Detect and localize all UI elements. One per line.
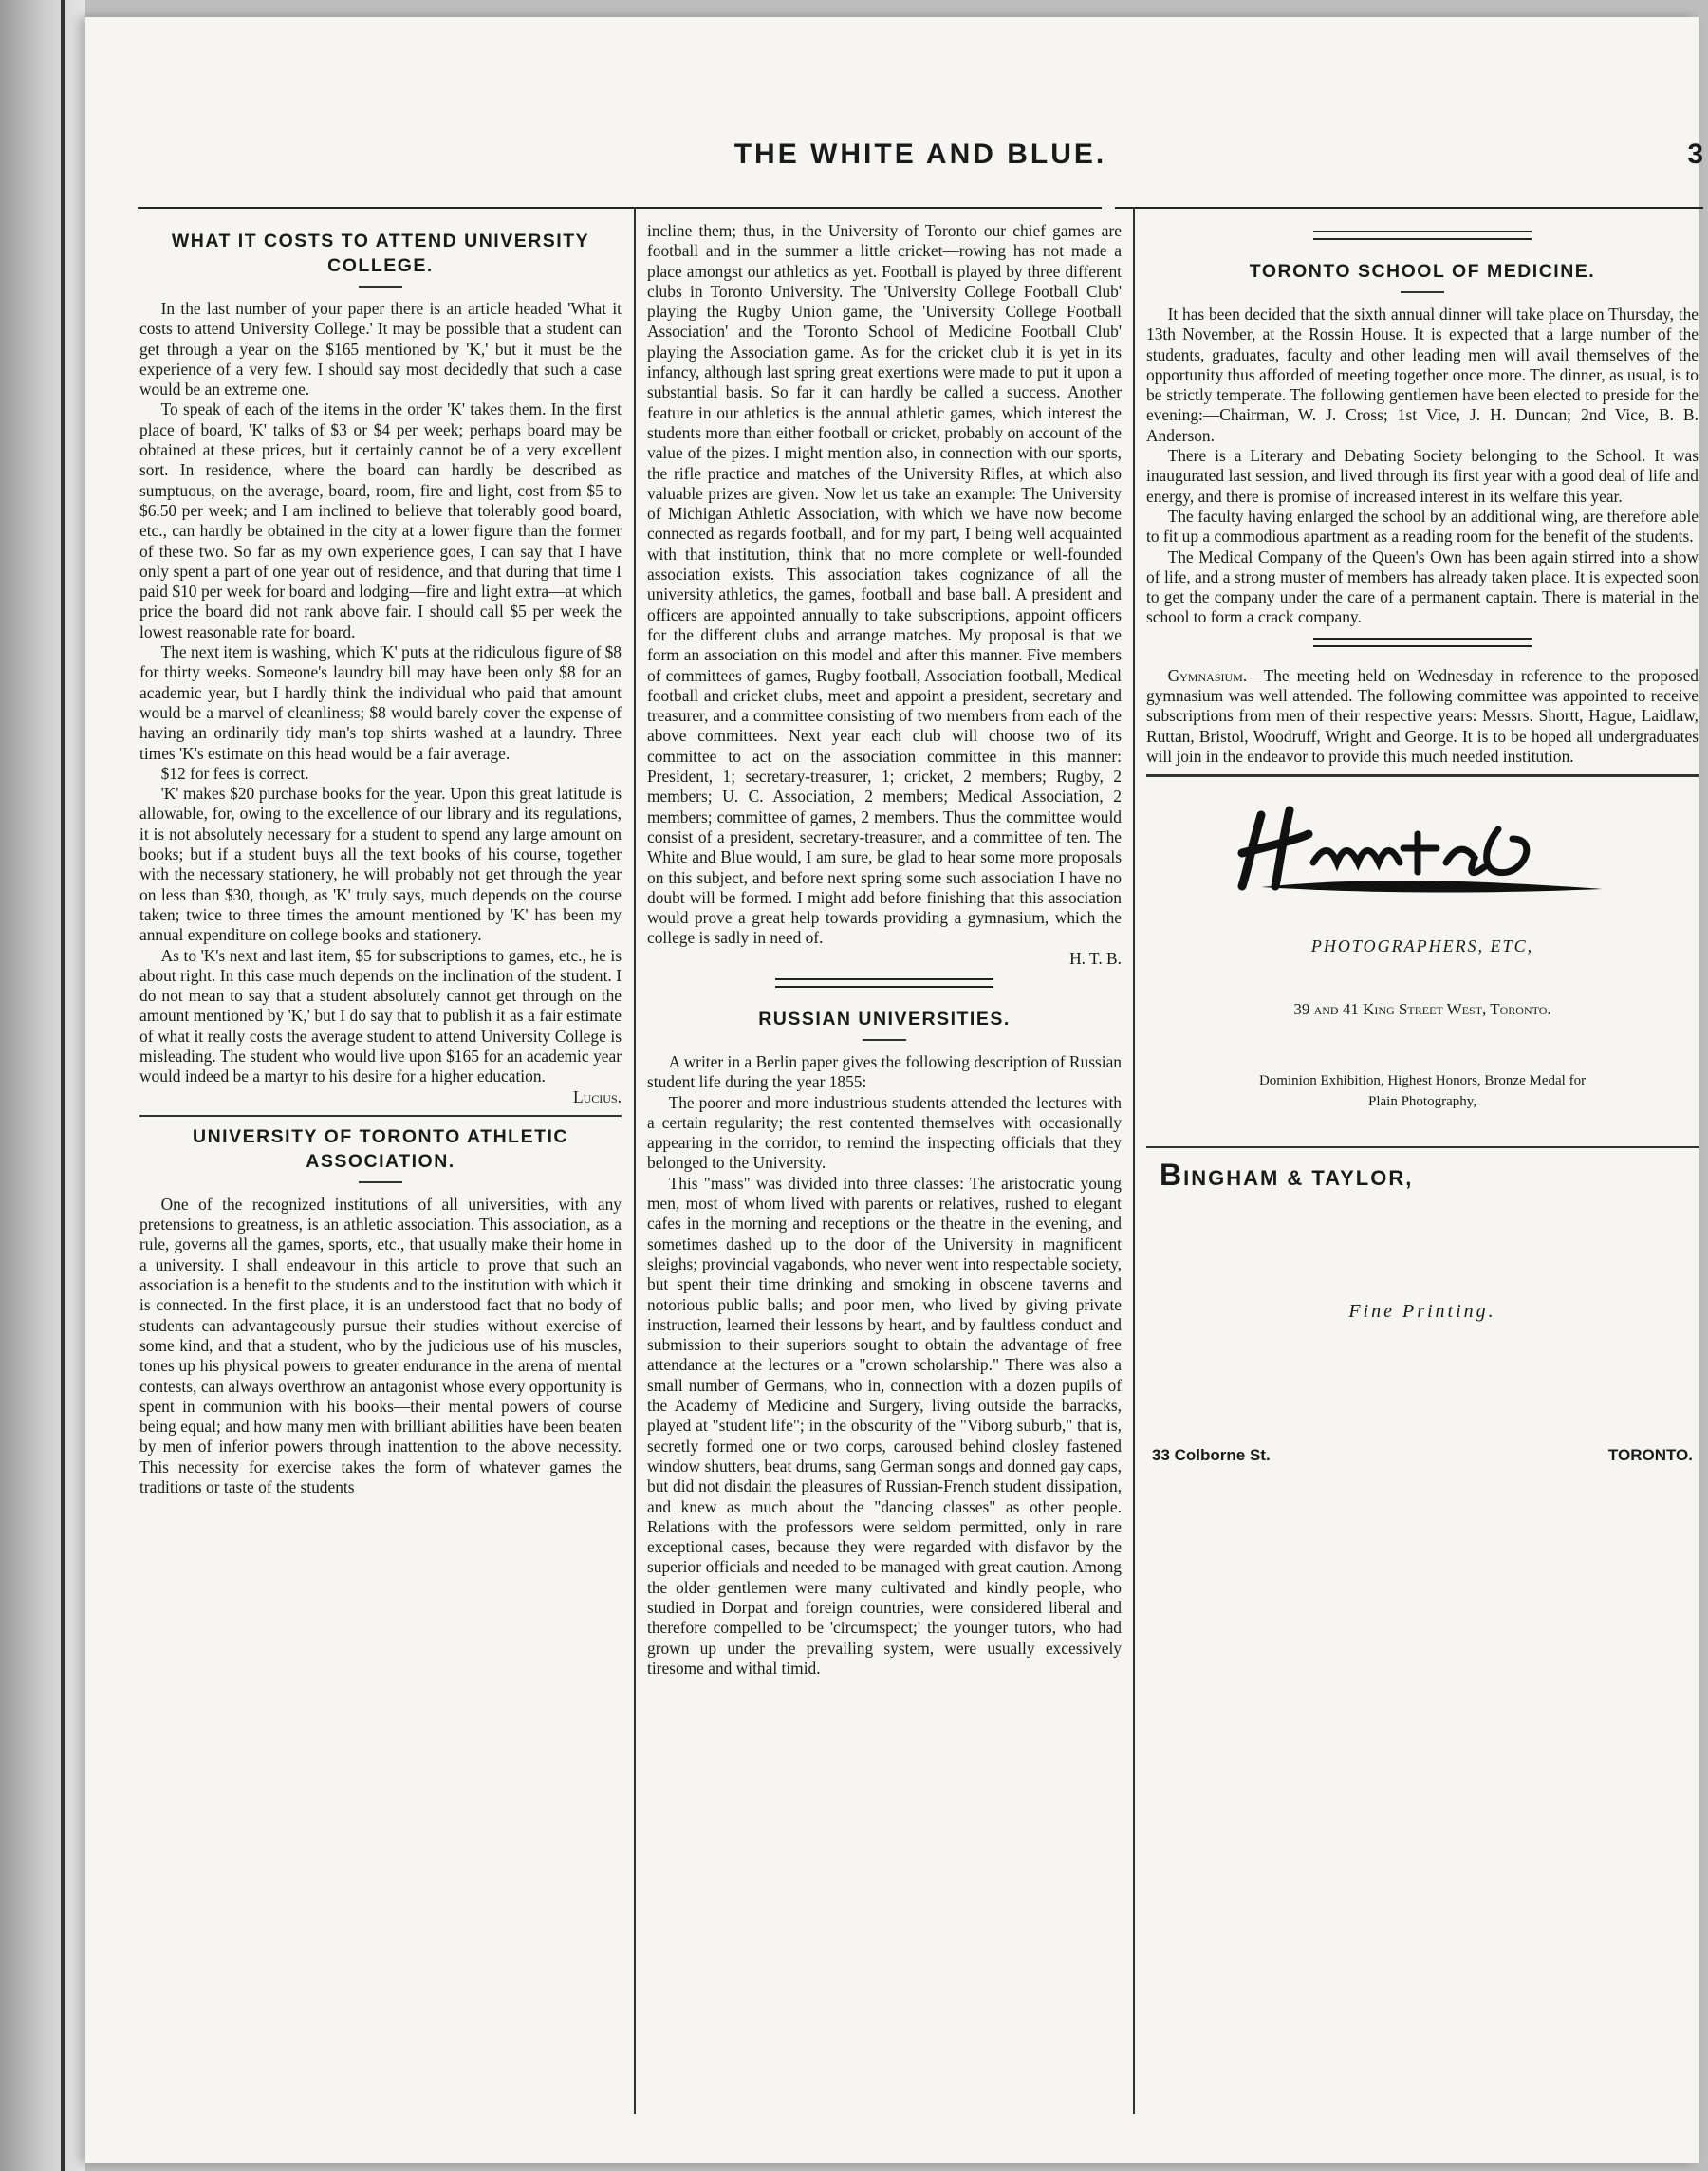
notman-awards bbox=[1146, 1070, 1699, 1112]
title-rule bbox=[359, 1181, 402, 1183]
firm-initial: B bbox=[1160, 1157, 1184, 1192]
gymnasium-paragraph bbox=[1146, 666, 1699, 767]
paragraph: The next item is washing, which 'K' puts at the ridiculous figure of $8 for thirty weeks. Someone's laundry bill may have been only $8 for an academic year, but I hardly think the individual who paid that amount would be a marvel of cleanliness; $8 would barely cover the expense of having an ordinarily tidy man's top shirts washed at a laundry. Three times 'K's estimate on this head would be a fair average. bbox=[139, 642, 622, 763]
notman-signature-logo-icon bbox=[1223, 796, 1622, 900]
column-3 bbox=[1146, 221, 1699, 2128]
column-2 bbox=[647, 221, 1122, 2128]
paragraph: As to 'K's next and last item, $5 for subscriptions to games, etc., he is about right. In this case much depends on the inclination of the student. I do not mean to say that a student absolutely cannot get through on the amount mentioned by 'K,' but I do say that to publish it as a fair estimate of what it really costs the average student to attend University College is misleading. The student who would live upon $165 for an academic year would indeed be a martyr to his desire for a higher education. bbox=[139, 945, 622, 1086]
title-rule bbox=[359, 286, 402, 288]
column-separator bbox=[634, 207, 636, 2114]
header-rule-right bbox=[1115, 207, 1703, 209]
binding-spine bbox=[0, 0, 85, 2171]
article-title-russian: RUSSIAN UNIVERSITIES. bbox=[758, 1008, 1011, 1030]
paragraph: The faculty having enlarged the school by an additional wing, are therefore able to fit up a commodious apartment as a reading room for the benefit of the students. bbox=[1146, 506, 1699, 547]
paragraph: $12 for fees is correct. bbox=[160, 763, 309, 783]
signature-lucius: Lucius. bbox=[573, 1086, 622, 1106]
article-separator bbox=[139, 1115, 622, 1117]
gymnasium-text: —The meeting held on Wednesday in reference to the proposed gymnasium was well attended. The following committee was appointed to receive subscriptions from men of their respective years: Messrs. Shortt, Hague, Laidlaw, Ruttan, Bristol, Woodruff, Wright and George. It is to be hoped all undergraduates will join in the endeavor to provide this much needed institution. bbox=[1146, 665, 1699, 766]
notman-address: 39 and 41 King Street West, Toronto. bbox=[1293, 999, 1551, 1018]
page-number: 3 bbox=[1687, 139, 1703, 170]
award-line: Plain Photography, bbox=[1367, 1093, 1477, 1109]
bingham-footer bbox=[1146, 1445, 1699, 1465]
column-1 bbox=[139, 221, 622, 2128]
bingham-advertisement bbox=[1146, 1157, 1699, 1466]
notman-advertisement bbox=[1146, 796, 1699, 1148]
bingham-street: 33 Colborne St. bbox=[1152, 1446, 1271, 1465]
paragraph: In the last number of your paper there is an article headed 'What it costs to attend University College.' It may be possible that a student can get through a year on the $165 mentioned by 'K,' but it must be the experience of a very few. I should say most decidedly that such a case would be an extreme one. bbox=[139, 299, 622, 399]
title-rule bbox=[863, 1039, 906, 1041]
paragraph: There is a Literary and Debating Society belonging to the School. It was inaugurated last session, and lived through its first year with a good deal of life and energy, and there is promise of increased interest in its welfare this year. bbox=[1146, 446, 1699, 506]
paragraph: incline them; thus, in the University of Toronto our chief games are football and in the summer a little cricket—rowing has not made a place amongst our athletics as yet. Football is played by three different clubs in Toronto University. The 'University College Football Club' playing the Rugby Union game, the 'University College Football Association' and the 'Toronto School of Medicine Football Club' playing the Association game. As for the cricket club it is yet in its infancy, although last spring great exertions were made to put it upon a substantial basis. So far it can hardly be called a success. Another feature in our athletics is the annual athletic games, which interest the students more than either football or cricket, probably on account of the value of the pizes. I might mention also, in connection with our sports, the rifle practice and matches of the University Rifles, at which also valuable prizes are given. Now let us take an example: The University of Michigan Athletic Association, with which we have now become connected as regards football, and for my part, I being well acquainted with that institution, think that no more complete or well-founded association exists. This association takes cognizance of all the university athletics, the games, football and base ball. A president and officers are appointed annually to take subscriptions, appoint officers for the different clubs and arrange matches. My proposal is that we form an association on this model and after this manner. Five members of committees of games, Rugby football, Association football, Medical football and cricket clubs, meet and appoint a president, secretary and treasurer, and a committee consisting of two members from each of the above committees. Next year each club will choose two of its committee to act on the association committee in this manner: President, 1; secretary-treasurer, 1; cricket, 2 members; Rugby, 2 members; U. C. Association, 2 members; Medical Association, 2 members; committee of games, 2 members. Thus the committee would consist of a president, secretary-treasurer, and a committee of ten. The White and Blue would, I am sure, be glad to hear some more proposals on this subject, and before next spring some such association I have no doubt will be formed. I might add before finishing that this association would prove a great help towards providing a gymnasium, which the college is sadly in need of. bbox=[647, 221, 1122, 948]
firm-rest: INGHAM & TAYLOR, bbox=[1183, 1165, 1414, 1190]
paragraph: This "mass" was divided into three classes: The aristocratic young men, most of whom lived with parents or relatives, rushed to elegant cafes in the morning and receptions or the theatre in the evening, and sometimes dashed up to the door of the University in magnificent sleighs; provincial vagabonds, who never went into respectable society, but spent their time drinking and smoking in obscene taverns and notorious public balls; and poor men, who lived by giving private instruction, learned their lessons by heart, and by faultless conduct and submission to their superiors sought to obtain the advantage of free attendance at the lectures or a "crown scholarship." There was also a small number of Germans, who in, connection with a dozen pupils of the Academy of Medicine and Surgery, living outside the barracks, played at "student life"; in the obscurity of the "Viborg suburb," that is, secretly formed one or two corps, caroused behind closley fastened window shutters, beat drums, sang German songs and donned gay caps, but did not disdain the pleasures of Russian-French student dissipation, and knew as much about the "dancing classes" as other people. Relations with the professors were seldom permitted, only in rare exceptional cases, because they were regarded with disfavor by the superior officials and needed to be managed with great caution. Among the older gentlemen were many cultivated and kindly people, who studied in Dorpat and foreign countries, were considered liberal and therefore compelled to be 'circumspect;' the younger tutors, who had grown up under the prevailing system, were usually excessively tiresome and withal timid. bbox=[647, 1173, 1122, 1678]
bingham-city: TORONTO. bbox=[1607, 1446, 1693, 1465]
paragraph: It has been decided that the sixth annual dinner will take place on Thursday, the 13th November, at the Rossin House. It is expected that a large number of the students, graduates, faculty and other leading men will avail themselves of the opportunity thus afforded of meeting together once more. The dinner, as usual, is to be strictly temperate. The following gentlemen have been elected to preside for the evening:—Chairman, W. J. Cross; 1st Vice, J. H. Duncan; 2nd Vice, B. B. Anderson. bbox=[1146, 305, 1699, 445]
article-separator bbox=[775, 978, 993, 988]
article-title-costs: WHAT IT COSTS TO ATTEND UNIVERSITY COLLEGE. bbox=[171, 231, 590, 276]
ad-separator bbox=[1146, 1146, 1699, 1148]
bingham-firm-name bbox=[1160, 1157, 1699, 1192]
paragraph: A writer in a Berlin paper gives the following description of Russian student life during the year 1855: bbox=[647, 1051, 1122, 1092]
article-title-athletic: UNIVERSITY OF TORONTO ATHLETIC ASSOCIATION. bbox=[192, 1125, 569, 1172]
paragraph: The Medical Company of the Queen's Own has been again stirred into a show of life, and a strong muster of members has already taken place. It is expected soon to get the company under the care of a permanent captain. There is material in the school to form a crack company. bbox=[1146, 547, 1699, 627]
award-line: Dominion Exhibition, Highest Honors, Bronze Medal for bbox=[1258, 1072, 1587, 1088]
page-header bbox=[138, 139, 1703, 195]
paragraph: One of the recognized institutions of all universities, with any pretensions to greatness, is an athletic association. This association, as a rule, governs all the games, sports, etc., that usually make their home in a university. I shall endeavour in this article to prove that such an association is a benefit to the students and to the institution with which it is connected. In the first place, it is an understood fact that no body of students can advantageously pursue their studies without exercise of some kind, and that a student, who by the judicious use of his muscles, tones up his physical powers to greater endurance in the arena of mental contests, can always overthrow an antagonist whose every opportunity is spent in communion with his books—their mental powers of course being equal; and how many men with brilliant abilities have been beaten by men of inferior powers through inattention to the above necessity. This necessity for exercise takes the form of whatever games the traditions or taste of the students bbox=[139, 1194, 622, 1497]
bingham-service: Fine Printing. bbox=[1348, 1301, 1496, 1323]
newspaper-page bbox=[85, 17, 1703, 2163]
binding-edge bbox=[61, 0, 65, 2171]
section-separator bbox=[1313, 638, 1532, 647]
signature-htb: H. T. B. bbox=[1069, 948, 1122, 968]
article-title-medicine: TORONTO SCHOOL OF MEDICINE. bbox=[1249, 261, 1596, 282]
masthead: THE WHITE AND BLUE. bbox=[733, 139, 1107, 170]
paragraph: To speak of each of the items in the order 'K' takes them. In the first place of board, 'K' talks of $3 or $4 per week; perhaps board may be obtained at these prices, but it certainly cannot be of a very excellent sort. In residence, where the board can hardly be described as sumptuous, on the average, board, room, fire and light, cost from $5 to $6.50 per week; and I am inclined to believe that tolerably good board, etc., can hardly be obtained in the city at a lower figure than the former of these two. So far as my own experience goes, I can say that I have only spent a part of one year out of residence, and that during that time I paid $10 per week for board and lodging—fire and light extra—at which price the board did not rank above fair. I should call $5 per week the lowest reasonable rate for board. bbox=[139, 399, 622, 641]
gymnasium-lead: Gymnasium. bbox=[1167, 665, 1248, 685]
ad-separator bbox=[1146, 774, 1699, 777]
column-separator bbox=[1133, 207, 1135, 2114]
article-separator bbox=[1313, 231, 1532, 240]
paragraph: The poorer and more industrious students attended the lectures with a certain regularity; the rest contented themselves with occasionally appearing in the corridor, to remind the inspecting officials that they belonged to the University. bbox=[647, 1092, 1122, 1173]
title-rule bbox=[1401, 291, 1444, 293]
header-rule-left bbox=[138, 207, 1102, 209]
paragraph: 'K' makes $20 purchase books for the year. Upon this great latitude is allowable, for, owing to the excellence of our library and its regulations, it is not absolutely necessary for a student to spend any large amount on books; but if a student buys all the text books of his course, together with the necessary stationery, he will probably not get through the year on less than $30, though, as 'K' truly says, much depends on the course taken; twice to three times the amount mentioned by 'K' has been my annual expenditure on college books and stationery. bbox=[139, 784, 622, 945]
notman-tagline: PHOTOGRAPHERS, ETC, bbox=[1310, 937, 1534, 956]
